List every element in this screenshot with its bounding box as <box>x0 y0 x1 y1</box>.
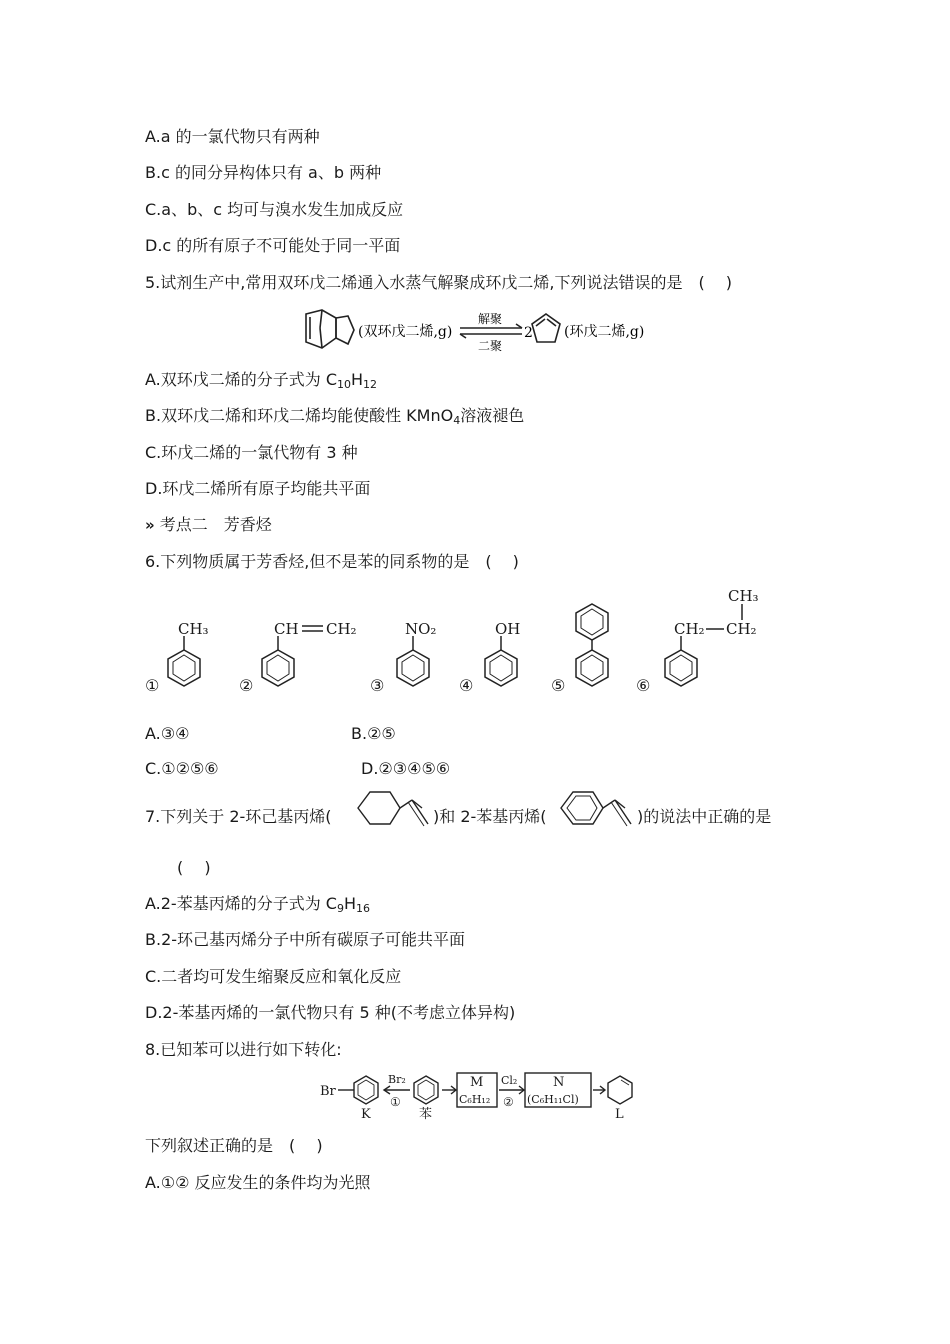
l-label: L <box>615 1107 624 1122</box>
benzene-conversion-diagram <box>318 1070 638 1122</box>
dicyclopentadiene-equilibrium-diagram <box>298 306 658 358</box>
q8-question: 下列叙述正确的是 ( ) <box>145 1136 323 1155</box>
q6-option-d: D.②③④⑤⑥ <box>361 759 451 778</box>
q4-option-d: D.c 的所有原子不可能处于同一平面 <box>145 236 401 255</box>
ch2-label-6a: CH₂ <box>674 620 705 638</box>
q7-stem-part2: )和 2-苯基丙烯( <box>433 807 547 826</box>
q6-label-4: ④ <box>459 676 474 695</box>
phenylpropene-diagram <box>555 788 635 830</box>
q7-option-a <box>145 893 370 920</box>
q5-scheme <box>298 306 658 358</box>
q5-a-sub2: 12 <box>363 378 378 391</box>
q6-stem: 6.下列物质属于芳香烃,但不是苯的同系物的是 ( ) <box>145 552 519 571</box>
q5-option-d: D.环戊二烯所有原子均能共平面 <box>145 479 371 498</box>
q8-scheme <box>318 1070 638 1122</box>
q5-option-a <box>145 369 377 396</box>
q5-stem: 5.试剂生产中,常用双环戊二烯通入水蒸气解聚成环戊二烯,下列说法错误的是 ( ) <box>145 273 733 292</box>
q5-a-mid: H <box>351 370 364 389</box>
q5-a-sub1: 10 <box>337 378 352 391</box>
m-formula: C₆H₁₂ <box>459 1093 491 1106</box>
q5-option-c: C.环戊二烯的一氯代物有 3 种 <box>145 443 358 462</box>
q7-option-d: D.2-苯基丙烯的一氯代物只有 5 种(不考虑立体异构) <box>145 1003 516 1022</box>
q7-a-mid: H <box>343 894 356 913</box>
phenylpropene-structure <box>555 788 635 830</box>
q6-label-5: ⑤ <box>551 676 566 695</box>
q5-a-prefix: A.双环戊二烯的分子式为 C <box>145 370 338 389</box>
section-header <box>145 514 272 536</box>
n-label: N <box>553 1075 565 1090</box>
cyclohexylpropene-diagram <box>352 788 432 830</box>
cpd-label: (环戊二烯,g) <box>564 324 645 340</box>
q7-stem-part3: )的说法中正确的是 <box>637 807 772 826</box>
no2-label-3: NO₂ <box>405 620 437 638</box>
q4-option-a: A.a 的一氯代物只有两种 <box>145 127 320 146</box>
q6-label-1: ① <box>145 676 160 695</box>
q7-a-sub1: 9 <box>336 902 344 915</box>
ch-label-2: CH <box>274 620 299 638</box>
arrow-bottom-label: 二聚 <box>478 339 503 353</box>
q6-option-a: A.③④ <box>145 724 190 743</box>
ch2-label-6b: CH₂ <box>726 620 757 638</box>
q6-option-c: C.①②⑤⑥ <box>145 759 219 778</box>
step2-label: ② <box>503 1095 514 1109</box>
q5-b-sub: 4 <box>453 414 461 427</box>
q7-stem-part1: 7.下列关于 2-环己基丙烯( <box>145 807 332 826</box>
section-title: 考点二 芳香烃 <box>159 515 272 534</box>
n-formula: (C₆H₁₁Cl) <box>527 1093 579 1106</box>
q6-option-b: B.②⑤ <box>351 724 396 743</box>
q6-label-2: ② <box>239 676 254 695</box>
q7-a-sub2: 16 <box>356 902 370 915</box>
coefficient: 2 <box>524 325 533 341</box>
q4-option-b: B.c 的同分异构体只有 a、b 两种 <box>145 163 382 182</box>
q4-option-c: C.a、b、c 均可与溴水发生加成反应 <box>145 200 404 219</box>
arrow-top-label: 解聚 <box>478 312 503 326</box>
ch2-label-2: CH₂ <box>326 620 357 638</box>
q5-b-suffix: 溶液褪色 <box>460 406 525 425</box>
ch3-label-1: CH₃ <box>178 620 209 638</box>
benzene-label: 苯 <box>419 1107 433 1122</box>
step1-label: ① <box>390 1095 401 1109</box>
ch3-label-6c: CH₃ <box>728 587 759 605</box>
q5-b-prefix: B.双环戊二烯和环戊二烯均能使酸性 KMnO <box>145 406 454 425</box>
q7-blank: ( ) <box>177 858 211 877</box>
oh-label-4: OH <box>495 620 521 638</box>
br2-label: Br₂ <box>388 1073 406 1086</box>
q8-stem: 8.已知苯可以进行如下转化: <box>145 1040 342 1059</box>
chevron-double-right-icon: » <box>145 516 152 534</box>
q6-label-3: ③ <box>370 676 385 695</box>
dcpd-label: (双环戊二烯,g) <box>358 324 453 340</box>
q7-option-c: C.二者均可发生缩聚反应和氧化反应 <box>145 967 402 986</box>
m-label: M <box>470 1075 484 1090</box>
q7-a-prefix: A.2-苯基丙烯的分子式为 C <box>145 894 337 913</box>
q7-option-b: B.2-环己基丙烯分子中所有碳原子可能共平面 <box>145 930 466 949</box>
q8-option-a: A.①② 反应发生的条件均为光照 <box>145 1173 371 1192</box>
k-label: K <box>361 1107 371 1122</box>
cyclohexylpropene-structure <box>352 788 432 830</box>
cl2-label: Cl₂ <box>501 1074 518 1087</box>
q6-label-6: ⑥ <box>636 676 651 695</box>
q5-option-b <box>145 405 524 432</box>
br-label: Br <box>320 1084 336 1099</box>
